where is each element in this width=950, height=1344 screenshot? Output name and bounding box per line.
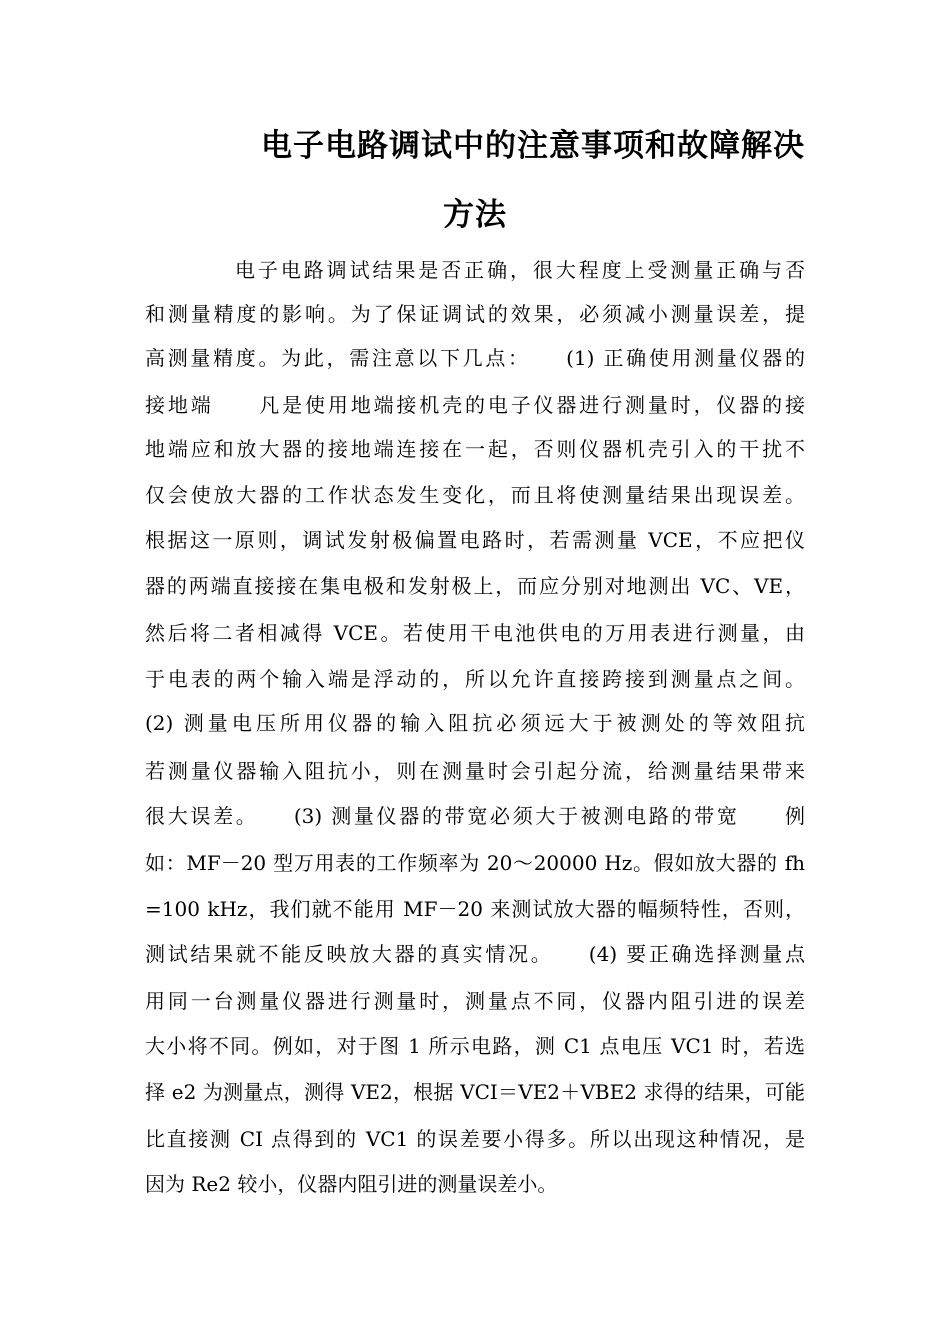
- paragraph-line-1: 电子电路调试结果是否正确，很大程度上受测量正确与否: [235, 258, 805, 282]
- paragraph-line-6: 仅会使放大器的工作状态发生变化，而且将使测量结果出现误差。: [145, 483, 805, 507]
- paragraph-line-19: 择 e2 为测量点，测得 VE2，根据 VCI＝VE2＋VBE2 求得的结果，可能: [145, 1080, 805, 1104]
- paragraph-line-8: 器的两端直接接在集电极和发射极上，而应分别对地测出 VC、VE，: [145, 574, 805, 598]
- paragraph-line-12: 若测量仪器输入阻抗小，则在测量时会引起分流，给测量结果带来: [145, 759, 805, 783]
- document-title-line-1: 电子电路调试中的注意事项和故障解决: [261, 128, 805, 164]
- paragraph-line-4: 接地端 凡是使用地端接机壳的电子仪器进行测量时，仪器的接: [145, 393, 805, 417]
- paragraph-line-10: 于电表的两个输入端是浮动的，所以允许直接跨接到测量点之间。: [145, 667, 805, 691]
- paragraph-line-11: (2) 测量电压所用仪器的输入阻抗必须远大于被测处的等效阻抗: [145, 711, 805, 735]
- paragraph-line-5: 地端应和放大器的接地端连接在一起，否则仪器机壳引入的干扰不: [145, 437, 805, 461]
- paragraph-line-15: =100 kHz，我们就不能用 MF－20 来测试放大器的幅频特性，否则，: [145, 897, 805, 921]
- paragraph-line-16: 测试结果就不能反映放大器的真实情况。 (4) 要正确选择测量点: [145, 942, 805, 966]
- paragraph-line-9: 然后将二者相减得 VCE。若使用干电池供电的万用表进行测量，由: [145, 621, 805, 645]
- paragraph-line-21: 因为 Re2 较小，仪器内阻引进的测量误差小。: [145, 1172, 558, 1196]
- paragraph-line-20: 比直接测 CI 点得到的 VC1 的误差要小得多。所以出现这种情况，是: [145, 1127, 805, 1151]
- paragraph-line-14: 如：MF－20 型万用表的工作频率为 20～20000 Hz。假如放大器的 fh: [145, 851, 805, 875]
- paragraph-line-17: 用同一台测量仪器进行测量时，测量点不同，仪器内阻引进的误差: [145, 989, 805, 1013]
- paragraph-line-18: 大小将不同。例如，对于图 1 所示电路，测 C1 点电压 VC1 时，若选: [145, 1034, 805, 1058]
- paragraph-line-3: 高测量精度。为此，需注意以下几点： (1) 正确使用测量仪器的: [145, 346, 805, 370]
- paragraph-line-7: 根据这一原则，调试发射极偏置电路时，若需测量 VCE，不应把仪: [145, 528, 805, 552]
- document-title-line-2: 方法: [443, 197, 507, 233]
- paragraph-line-13: 很大误差。 (3) 测量仪器的带宽必须大于被测电路的带宽 例: [145, 804, 805, 828]
- paragraph-line-2: 和测量精度的影响。为了保证调试的效果，必须减小测量误差，提: [145, 302, 805, 326]
